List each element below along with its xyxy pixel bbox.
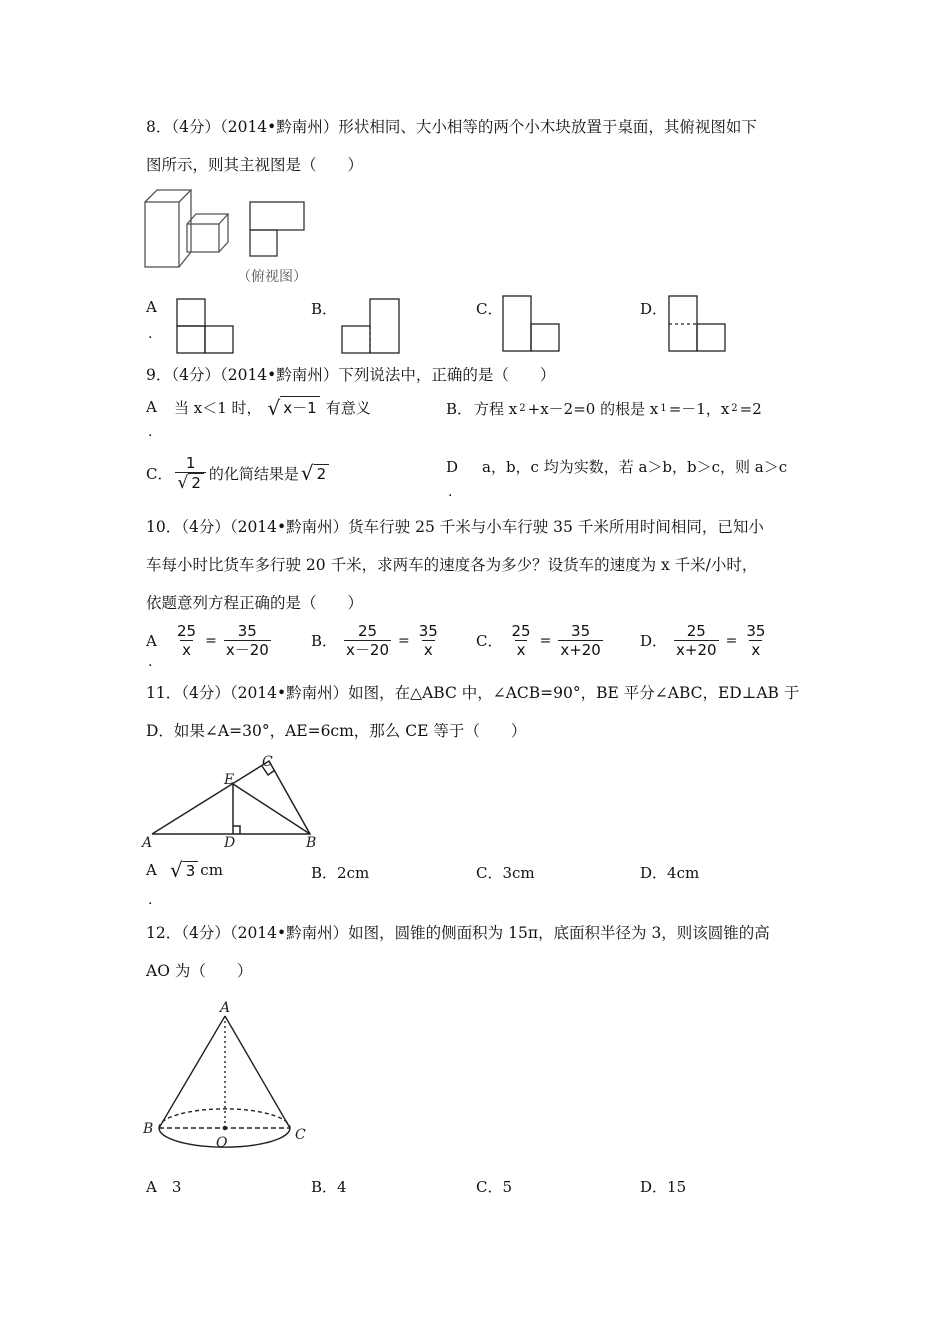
q10-option-d-eq: =	[725, 632, 738, 649]
q8-option-d-figure[interactable]	[666, 294, 730, 356]
q11-point-e: E	[224, 772, 235, 788]
q10-option-b-n1: 25	[357, 622, 378, 640]
q10-option-a-label: A	[146, 631, 157, 650]
q9-option-b[interactable]	[446, 398, 762, 419]
q10-option-d-label: D．	[640, 632, 668, 650]
q12-stem	[146, 914, 816, 990]
q10-option-a-dot: .	[148, 654, 153, 670]
q10-option-c-eq: =	[539, 632, 552, 649]
q10-stem	[146, 508, 816, 622]
q11-triangle-figure	[140, 750, 330, 850]
q9-option-c-denominator: √ 2	[175, 472, 205, 492]
q9-option-c-label: C．	[146, 464, 173, 483]
q8-line2: 图所示，则其主视图是（ ）	[146, 156, 364, 174]
q10-option-c-d1: x	[516, 641, 526, 659]
q8-caption: （俯视图）	[237, 269, 307, 285]
q11-option-a[interactable]	[146, 860, 223, 880]
q11-option-a-label: A	[146, 861, 157, 879]
q10-option-b-eq: =	[398, 632, 410, 649]
q10-option-a-frac1	[175, 622, 198, 659]
q10-option-b-d1: x－20	[346, 641, 389, 659]
q10-option-a-frac2	[224, 622, 271, 659]
q11-stem	[146, 674, 816, 750]
q9-option-c[interactable]	[146, 454, 329, 492]
q9-option-c-den-radicand: 2	[188, 473, 204, 492]
q10-option-a-d2: x－20	[225, 641, 269, 659]
q9-option-c-numerator: 1	[185, 454, 196, 472]
q11-point-d: D	[224, 835, 236, 851]
q11-line1: 11．（4分）（2014•黔南州）如图，在△ABC 中，∠ACB=90°，BE 平分∠ABC，ED⊥AB 于	[146, 684, 800, 702]
q10-option-a-n1: 25	[177, 622, 197, 640]
q10-option-d-d1: x+20	[676, 641, 717, 659]
q9-option-d-label: D	[446, 457, 459, 476]
q10-option-b-n2: 35	[418, 622, 438, 640]
q10-option-d-n2: 35	[746, 622, 766, 640]
q9-option-a[interactable]	[146, 396, 371, 418]
q12-cone-figure	[140, 998, 320, 1158]
q11-line2: D．如果∠A=30°，AE=6cm，那么 CE 等于（ ）	[146, 722, 527, 740]
q8-option-c-figure[interactable]	[500, 294, 564, 356]
q8-solid-figure	[140, 186, 240, 272]
q12-option-b[interactable]: B．4	[311, 1178, 347, 1196]
q10-line1: 10．（4分）（2014•黔南州）货车行驶 25 千米与小车行驶 35 千米所用时间相同，已知小	[146, 518, 764, 536]
q11-option-a-radicand: 3	[183, 861, 199, 880]
q8-option-a-label[interactable]: A	[146, 298, 157, 316]
q10-option-c-label: C．	[476, 632, 503, 650]
q9-option-d-dot: .	[448, 484, 453, 500]
q11-option-d[interactable]: D．4cm	[640, 864, 700, 882]
q9-option-a-label: A	[146, 398, 157, 416]
q9-option-b-post: =2	[739, 399, 762, 418]
q9-option-b-label: B．	[446, 400, 473, 418]
q9-option-c-sqrt: √ 2	[301, 463, 329, 483]
q8-option-a-dot: .	[148, 326, 153, 342]
q11-option-c[interactable]: C．3cm	[476, 864, 535, 882]
q8-line1: 8．（4分）（2014•黔南州）形状相同、大小相等的两个小木块放置于桌面，其俯视图如下	[146, 118, 757, 136]
q12-option-d[interactable]: D．15	[640, 1178, 687, 1196]
q11-option-a-dot: .	[148, 892, 153, 908]
q9-option-a-sqrt: √ x－1	[268, 396, 320, 418]
q8-top-view	[246, 200, 308, 260]
q8-option-a-figure[interactable]	[174, 296, 236, 358]
q10-option-b-frac2	[417, 622, 440, 659]
q9-option-c-radicand: 2	[314, 464, 330, 483]
q11-point-a: A	[142, 835, 153, 851]
q12-point-c: C	[295, 1127, 306, 1143]
q8-option-b-label[interactable]: B．	[311, 300, 338, 318]
q9-option-c-fraction	[175, 454, 205, 492]
q9-stem: 9．（4分）（2014•黔南州）下列说法中，正确的是（ ）	[146, 366, 556, 384]
q10-option-d-d2: x	[751, 641, 761, 659]
q9-option-b-sub1: 1	[660, 403, 667, 414]
q12-point-o: O	[216, 1135, 228, 1151]
q10-option-c-frac1	[509, 622, 532, 659]
q10-option-c-n1: 25	[511, 622, 531, 640]
q12-line2: AO 为（ ）	[146, 962, 253, 980]
q8-option-d-label[interactable]: D．	[640, 300, 668, 318]
q9-option-b-mid: +x－2=0 的根是 x	[527, 400, 659, 418]
q10-option-b-frac1	[344, 622, 391, 659]
q9-option-a-dot: .	[148, 424, 153, 440]
q12-line1: 12．（4分）（2014•黔南州）如图，圆锥的侧面积为 15π，底面积半径为 3，则该圆锥的高	[146, 924, 770, 942]
q9-option-c-mid: 的化简结果是	[208, 464, 299, 483]
q9-option-a-pre: 当 x＜1 时，	[174, 398, 262, 417]
q10-option-c-d2: x+20	[560, 641, 601, 659]
q10-option-c[interactable]	[476, 622, 604, 659]
q9-option-b-pre: 方程 x	[474, 400, 518, 418]
q9-option-b-mid2: =－1，x	[668, 400, 730, 418]
q11-option-a-sqrt: √ 3	[170, 860, 198, 880]
q10-option-b-d2: x	[423, 641, 433, 659]
q9-option-a-radicand: x－1	[280, 396, 319, 418]
q8-option-c-label[interactable]: C．	[476, 300, 503, 318]
q8-stem	[146, 108, 816, 184]
q9-option-d-text: a，b，c 均为实数，若 a＞b，b＞c，则 a＞c	[482, 458, 788, 476]
q10-option-d-frac2	[744, 622, 767, 659]
q8-option-b-figure[interactable]	[338, 296, 404, 358]
q10-option-a[interactable]	[146, 622, 272, 659]
q10-option-c-frac2	[558, 622, 603, 659]
q10-option-b[interactable]	[311, 622, 441, 659]
q10-option-d-frac1	[674, 622, 719, 659]
q10-option-a-d1: x	[182, 641, 191, 659]
q10-option-a-eq: =	[205, 632, 217, 649]
q9-option-d[interactable]	[446, 456, 787, 477]
q10-option-b-label: B．	[311, 632, 338, 650]
q10-line2: 车每小时比货车多行驶 20 千米，求两车的速度各为多少？设货车的速度为 x 千米/小时，	[146, 556, 758, 574]
q10-option-c-n2: 35	[571, 622, 591, 640]
q10-option-d[interactable]	[640, 622, 768, 659]
q12-option-c[interactable]: C．5	[476, 1178, 513, 1196]
q11-point-b: B	[306, 835, 317, 851]
q12-option-a[interactable]: A 3	[146, 1178, 182, 1196]
q9-option-b-sup: 2	[519, 403, 526, 414]
q11-point-c: C	[262, 754, 273, 770]
q9-option-a-post: 有意义	[325, 398, 371, 417]
q10-option-d-n1: 25	[686, 622, 706, 640]
q11-option-b[interactable]: B．2cm	[311, 864, 370, 882]
q10-option-a-n2: 35	[237, 622, 257, 640]
q11-option-a-unit: cm	[200, 861, 223, 879]
q12-point-a: A	[220, 1000, 231, 1016]
q12-point-b: B	[143, 1121, 154, 1137]
q9-option-b-sub2: 2	[731, 403, 738, 414]
q10-line3: 依题意列方程正确的是（ ）	[146, 594, 364, 612]
